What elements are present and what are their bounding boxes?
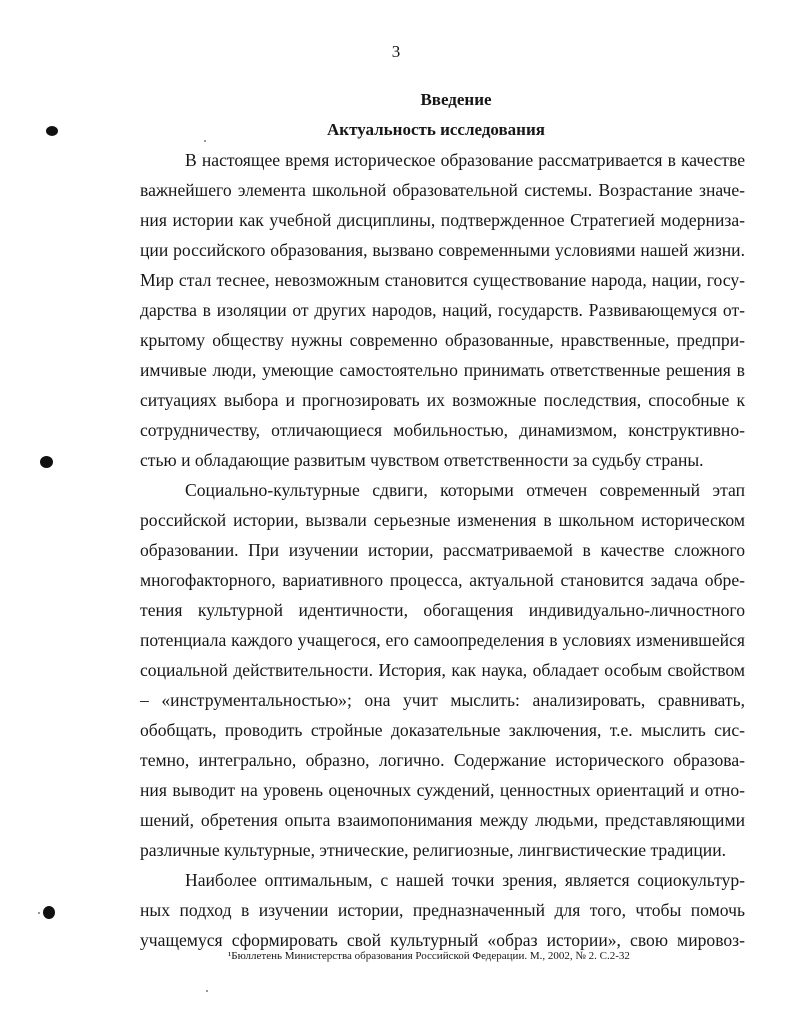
text-line: ситуациях выбора и прогнозировать их возможные последствия, способные к — [140, 390, 745, 410]
scan-speck — [204, 140, 206, 142]
text-line: российской истории, вызвали серьезные изменения в школьном историческом — [140, 510, 745, 530]
scan-speck — [206, 990, 208, 992]
text-line: стью и обладающие развитым чувством ответственности за судьбу страны. — [140, 450, 704, 470]
text-line: Наиболее оптимальным, с нашей точки зрения, является социокультур- — [185, 870, 745, 890]
text-line: крытому обществу нужны современно образованные, нравственные, предпри- — [140, 330, 745, 350]
text-line: тения культурной идентичности, обогащения индивидуально-личностного — [140, 600, 745, 620]
text-line: потенциала каждого учащегося, его самоопределения в условиях изменившейся — [140, 630, 745, 650]
footnote: ¹Бюллетень Министерства образования Российской Федерации. М., 2002, № 2. С.2-32 — [228, 950, 630, 962]
scan-speck — [38, 912, 40, 914]
text-line: социальной действительности. История, как наука, обладает особым свойством — [140, 660, 745, 680]
text-line: важнейшего элемента школьной образовательной системы. Возрастание значе- — [140, 180, 745, 200]
text-line: ции российского образования, вызвано современными условиями нашей жизни. — [140, 240, 745, 260]
text-line: сотрудничеству, отличающиеся мобильностью, динамизмом, конструктивно- — [140, 420, 745, 440]
text-line: Мир стал теснее, невозможным становится существование народа, нации, госу- — [140, 270, 745, 290]
section-heading: Введение — [420, 90, 492, 109]
text-line: – «инструментальностью»; она учит мыслить: анализировать, сравнивать, — [140, 690, 745, 710]
text-line: учащемуся сформировать свой культурный «образ истории», свою мировоз- — [140, 930, 745, 950]
text-line: имчивые люди, умеющие самостоятельно принимать ответственные решения в — [140, 360, 745, 380]
text-line: многофакторного, вариативного процесса, актуальной становится задача обре- — [140, 570, 745, 590]
punch-hole-mark — [43, 906, 55, 919]
text-line: шений, обретения опыта взаимопонимания между людьми, представляющими — [140, 810, 745, 830]
text-line: дарства в изоляции от других народов, наций, государств. Развивающемуся от- — [140, 300, 745, 320]
text-line: ния выводит на уровень оценочных суждений, ценностных ориентаций и отно- — [140, 780, 745, 800]
text-line: ных подход в изучении истории, предназначенный для того, чтобы помочь — [140, 900, 745, 920]
page-number: 3 — [391, 42, 401, 61]
text-line: Социально-культурные сдвиги, которыми отмечен современный этап — [185, 480, 745, 500]
text-line: различные культурные, этнические, религиозные, лингвистические традиции. — [140, 840, 727, 860]
text-line: В настоящее время историческое образование рассматривается в качестве — [185, 150, 745, 170]
text-line: образовании. При изучении истории, рассматриваемой в качестве сложного — [140, 540, 745, 560]
punch-hole-mark — [46, 126, 58, 136]
text-line: обобщать, проводить стройные доказательные заключения, т.е. мыслить сис- — [140, 720, 745, 740]
text-line: ния истории как учебной дисциплины, подтвержденное Стратегией модерниза- — [140, 210, 745, 230]
text-line: темно, интегрально, образно, логично. Содержание исторического образова- — [140, 750, 745, 770]
section-subheading: Актуальность исследования — [327, 120, 545, 139]
punch-hole-mark — [40, 456, 53, 468]
